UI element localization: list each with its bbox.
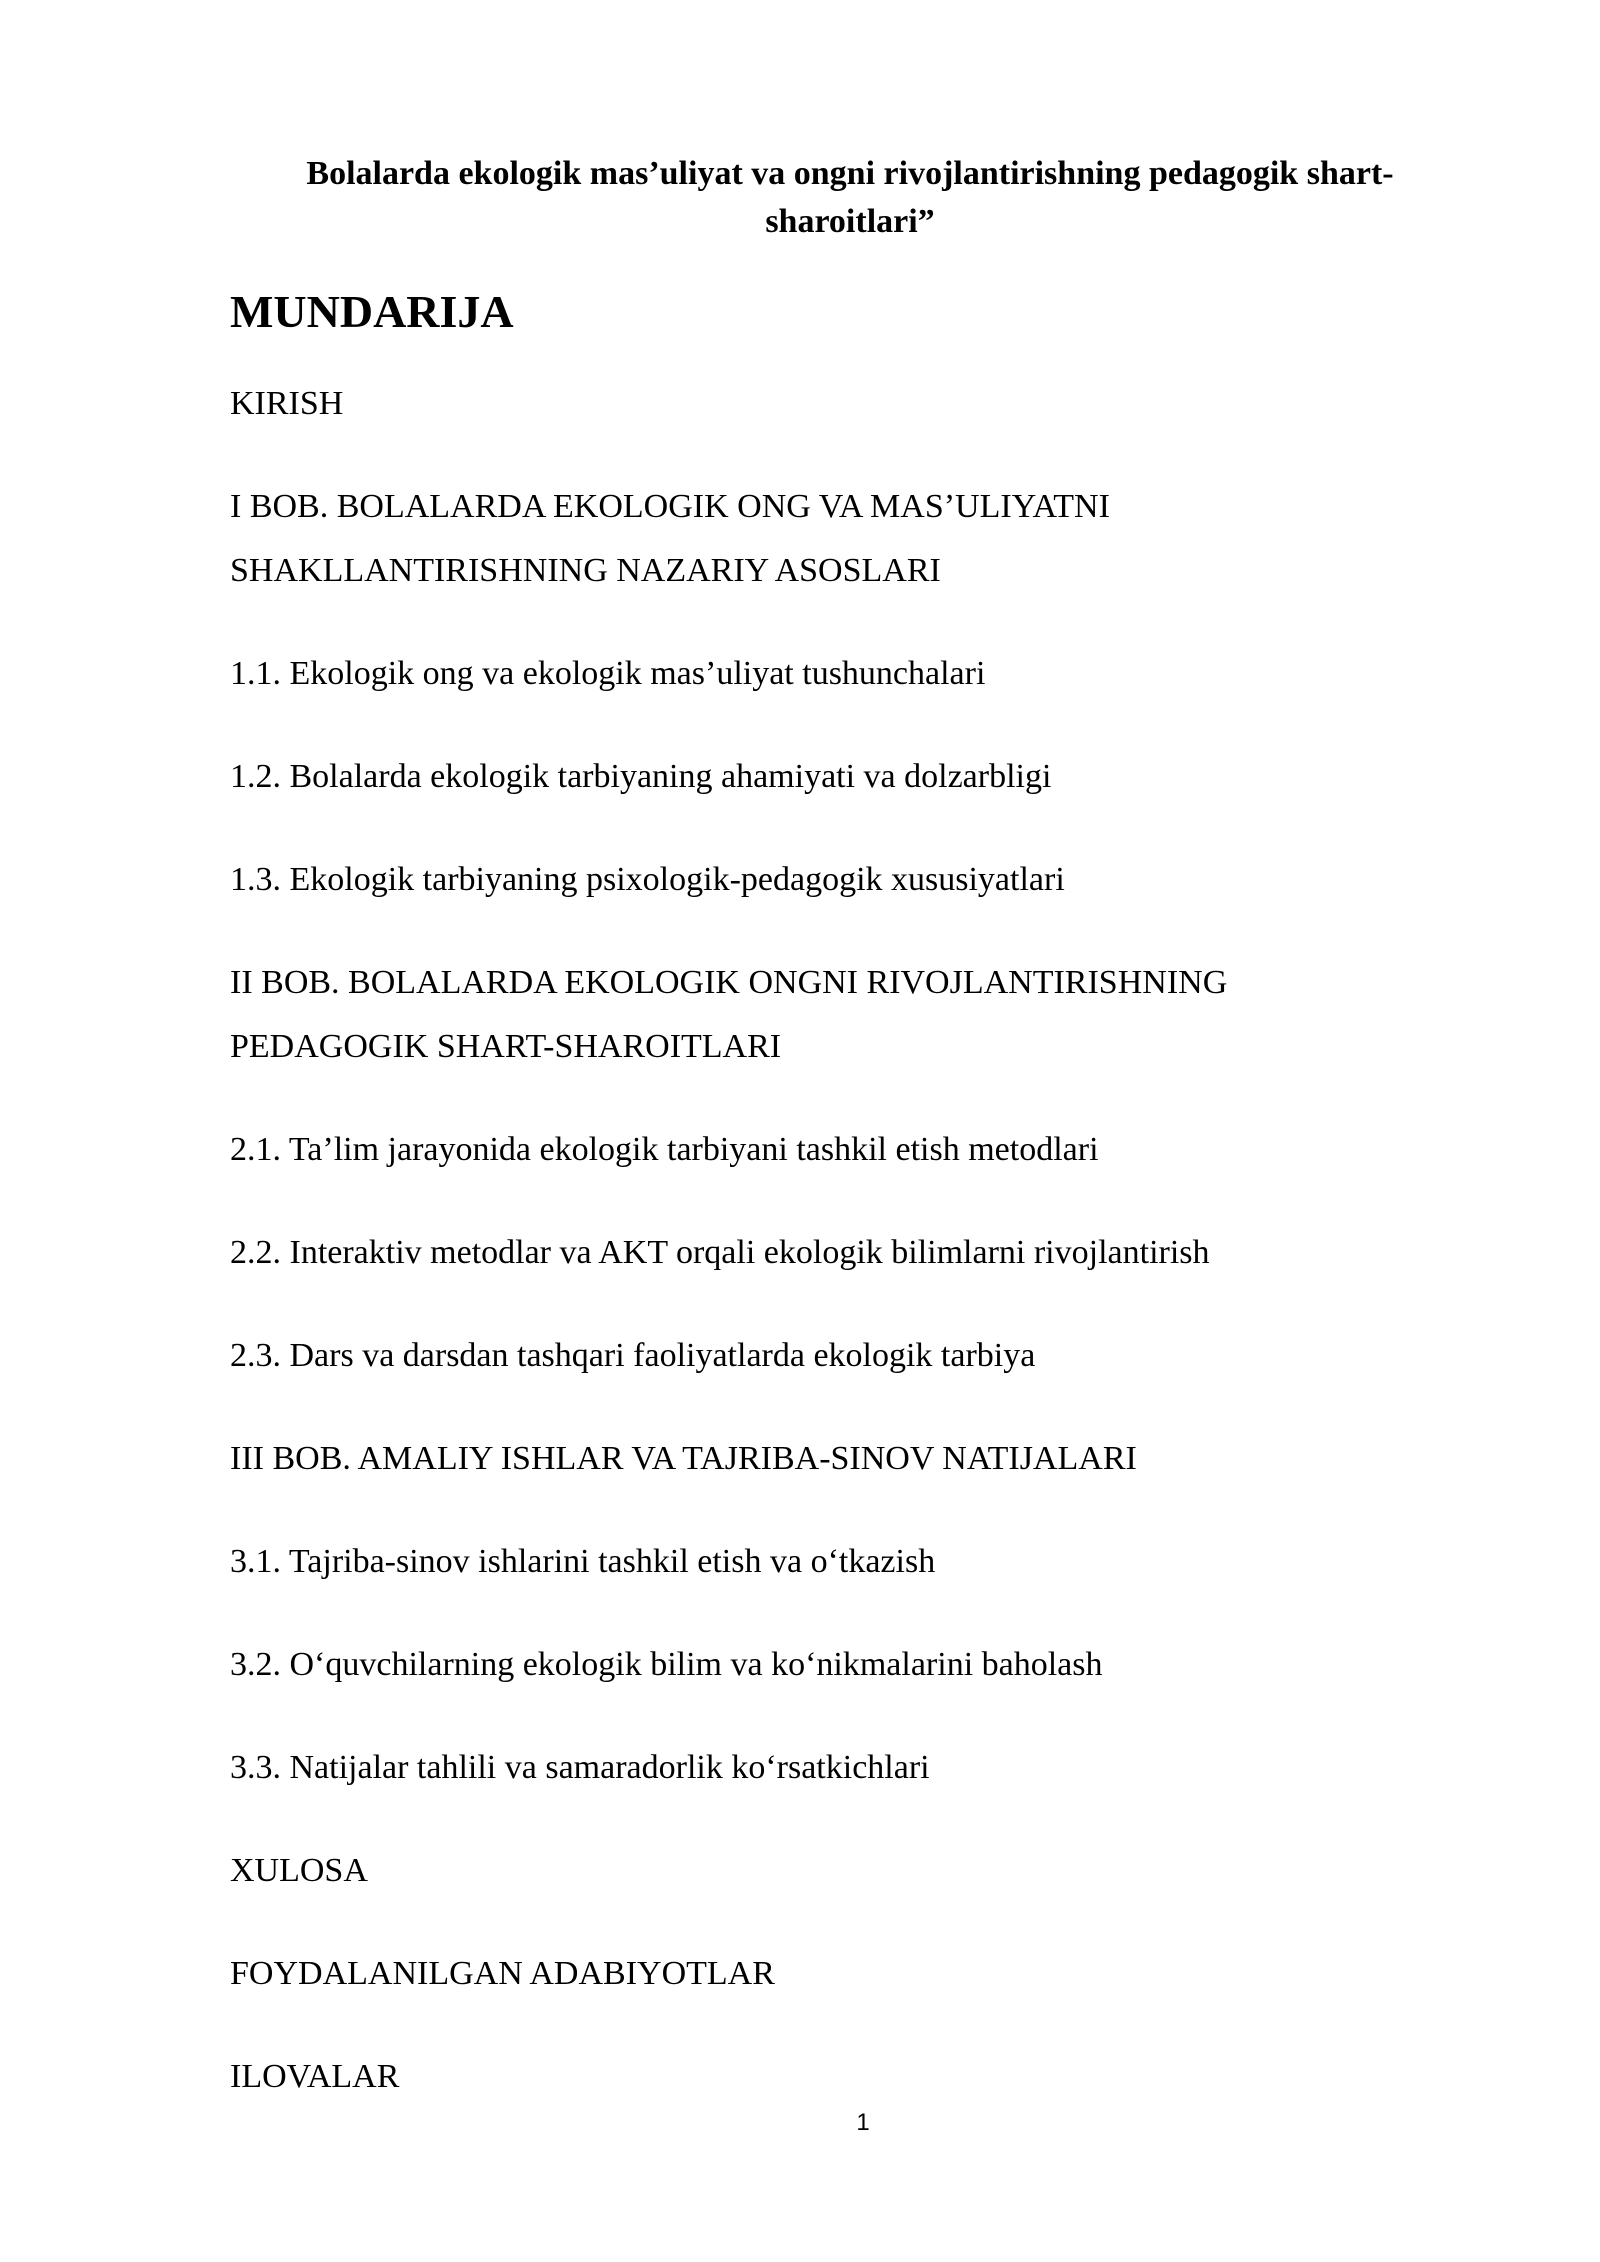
toc-item-chapter-2: II BOB. BOLALARDA EKOLOGIK ONGNI RIVOJLANTIRISHNING PEDAGOGIK SHART-SHAROITLARI <box>230 964 1228 1065</box>
toc-item-2-1: 2.1. Ta’lim jarayonida ekologik tarbiyani tashkil etish metodlari <box>230 1131 1099 1168</box>
page-number: 1 <box>856 2109 870 2136</box>
toc-item-2-3: 2.3. Dars va darsdan tashqari faoliyatlarda ekologik tarbiya <box>230 1337 1036 1374</box>
toc-item-kirish: KIRISH <box>230 385 344 422</box>
toc-item-1-1: 1.1. Ekologik ong va ekologik mas’uliyat tushunchalari <box>230 655 986 692</box>
toc-item-1-3: 1.3. Ekologik tarbiyaning psixologik-pedagogik xususiyatlari <box>230 861 1065 898</box>
toc-item-chapter-3: III BOB. AMALIY ISHLAR VA TAJRIBA-SINOV NATIJALARI <box>230 1440 1137 1477</box>
toc-item-appendices: ILOVALAR <box>230 2058 400 2095</box>
table-of-contents <box>230 372 1470 2148</box>
toc-item-3-2: 3.2. O‘quvchilarning ekologik bilim va ko‘nikmalarini baholash <box>230 1646 1103 1683</box>
document-title: Bolalarda ekologik mas’uliyat va ongni rivojlantirishning pedagogik shart-sharoitlari” <box>306 155 1394 240</box>
toc-item-3-3: 3.3. Natijalar tahlili va samaradorlik ko‘rsatkichlari <box>230 1749 930 1786</box>
toc-item-2-2: 2.2. Interaktiv metodlar va AKT orqali ekologik bilimlarni rivojlantirish <box>230 1234 1210 1271</box>
toc-heading: MUNDARIJA <box>230 286 514 337</box>
toc-item-1-2: 1.2. Bolalarda ekologik tarbiyaning ahamiyati va dolzarbligi <box>230 758 1052 795</box>
toc-item-3-1: 3.1. Tajriba-sinov ishlarini tashkil etish va o‘tkazish <box>230 1543 936 1580</box>
toc-item-xulosa: XULOSA <box>230 1852 368 1889</box>
toc-item-chapter-1: I BOB. BOLALARDA EKOLOGIK ONG VA MAS’ULIYATNI SHAKLLANTIRISHNING NAZARIY ASOSLARI <box>230 488 1110 589</box>
toc-item-references: FOYDALANILGAN ADABIYOTLAR <box>230 1955 775 1992</box>
